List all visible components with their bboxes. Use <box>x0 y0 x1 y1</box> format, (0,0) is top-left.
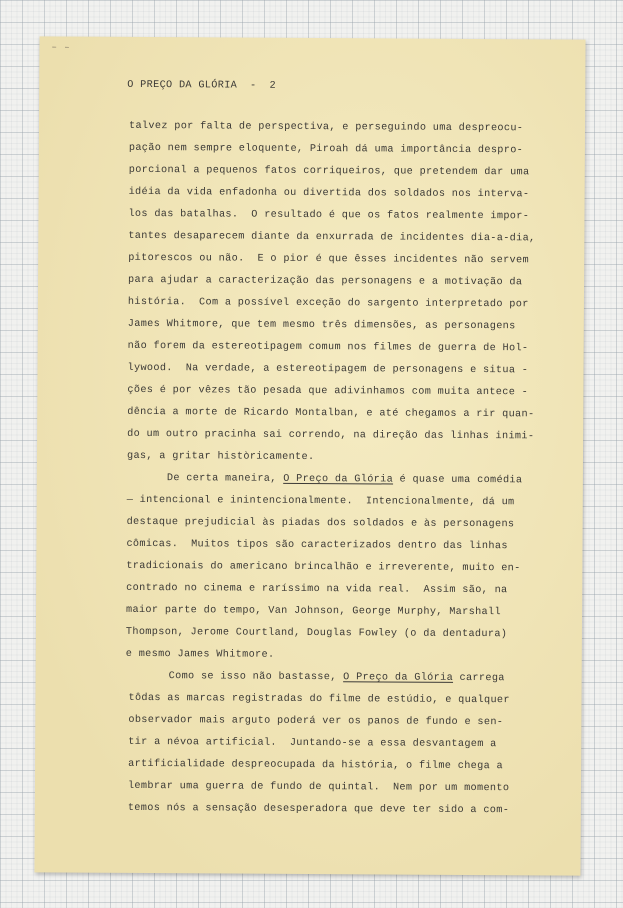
text-line: — intencional e inintencionalmente. Intencionalmente, dá um <box>126 494 515 509</box>
text-line: para ajudar a caracterização das personagens e a motivação da <box>128 274 523 289</box>
paragraph-first-line: Como se isso não bastasse, O Preço da Glória carrega <box>168 671 505 685</box>
text-line: contrado no cinema e raríssimo na vida real. Assim são, na <box>126 582 508 597</box>
text-line: ções é por vêzes tão pesada que adivinhamos com muita antece - <box>127 384 529 399</box>
text-line: observador mais arguto poderá ver os panos de fundo e sen- <box>128 714 504 729</box>
text-line: los das batalhas. O resultado é que os fatos realmente impor- <box>128 208 530 223</box>
text-line: do um outro pracinha sai correndo, na direção das linhas inimi- <box>127 428 535 443</box>
text-line: maior parte do tempo, Van Johnson, George Murphy, Marshall <box>126 604 501 619</box>
text-line: e mesmo James Whitmore. <box>125 648 275 661</box>
paragraph-first-line: De certa maneira, O Preço da Glória é quase uma comédia <box>166 473 523 487</box>
text-line: idéia da vida enfadonha ou divertida dos soldados nos interva- <box>128 186 530 201</box>
text-line: tantes desaparecem diante da enxurrada de incidentes dia-a-dia, <box>128 230 536 245</box>
text-line: dência a morte de Ricardo Montalban, e até chegamos a rir quan- <box>127 406 535 421</box>
text-line: gas, a gritar històricamente. <box>126 450 315 464</box>
text-line: temos nós a sensação desesperadora que deve ter sido a com- <box>127 802 510 817</box>
text-line: pação nem sempre eloquente, Piroah dá uma importância despro- <box>128 142 524 157</box>
text-line: lembrar uma guerra de fundo de quintal. Nem por um momento <box>127 780 510 795</box>
text-line: pitorescos ou não. E o pior é que êsses incidentes não servem <box>128 252 529 267</box>
corner-mark: – – <box>51 42 71 53</box>
text-line: Thompson, Jerome Courtland, Douglas Fowley (o da dentadura) <box>125 626 508 641</box>
text-line: tradicionais do americano brincalhão e irreverente, muito en- <box>126 560 521 575</box>
text-line: artificialidade despreocupada da história, o filme chega a <box>128 758 504 773</box>
text-line: talvez por falta de perspectiva, e perseguindo uma despreocu- <box>128 120 524 135</box>
film-title: O Preço da Glória <box>343 672 454 684</box>
typewritten-page <box>34 36 585 875</box>
text-line: história. Com a possível exceção do sargento interpretado por <box>127 296 529 311</box>
film-title: O Preço da Glória <box>283 473 394 486</box>
text-line: cômicas. Muitos tipos são caracterizados dentro das linhas <box>126 538 508 553</box>
text-line: lywood. Na verdade, a estereotipagem de personagens e situa - <box>127 362 529 377</box>
text-line: tôdas as marcas registradas do filme de estúdio, e qualquer <box>128 692 510 707</box>
text-line: tir a névoa artificial. Juntando-se a essa desvantagem a <box>128 736 497 751</box>
text-line: porcional a pequenos fatos corriqueiros, que pretendem dar uma <box>128 164 530 179</box>
text-line: não forem da estereotipagem comum nos filmes de guerra de Hol- <box>127 340 529 355</box>
text-line: James Whitmore, que tem mesmo três dimensões, as personagens <box>127 318 516 333</box>
page-header: O PREÇO DA GLÓRIA - 2 <box>127 79 276 92</box>
text-line: destaque prejudicial às piadas dos soldados e às personagens <box>126 516 515 531</box>
